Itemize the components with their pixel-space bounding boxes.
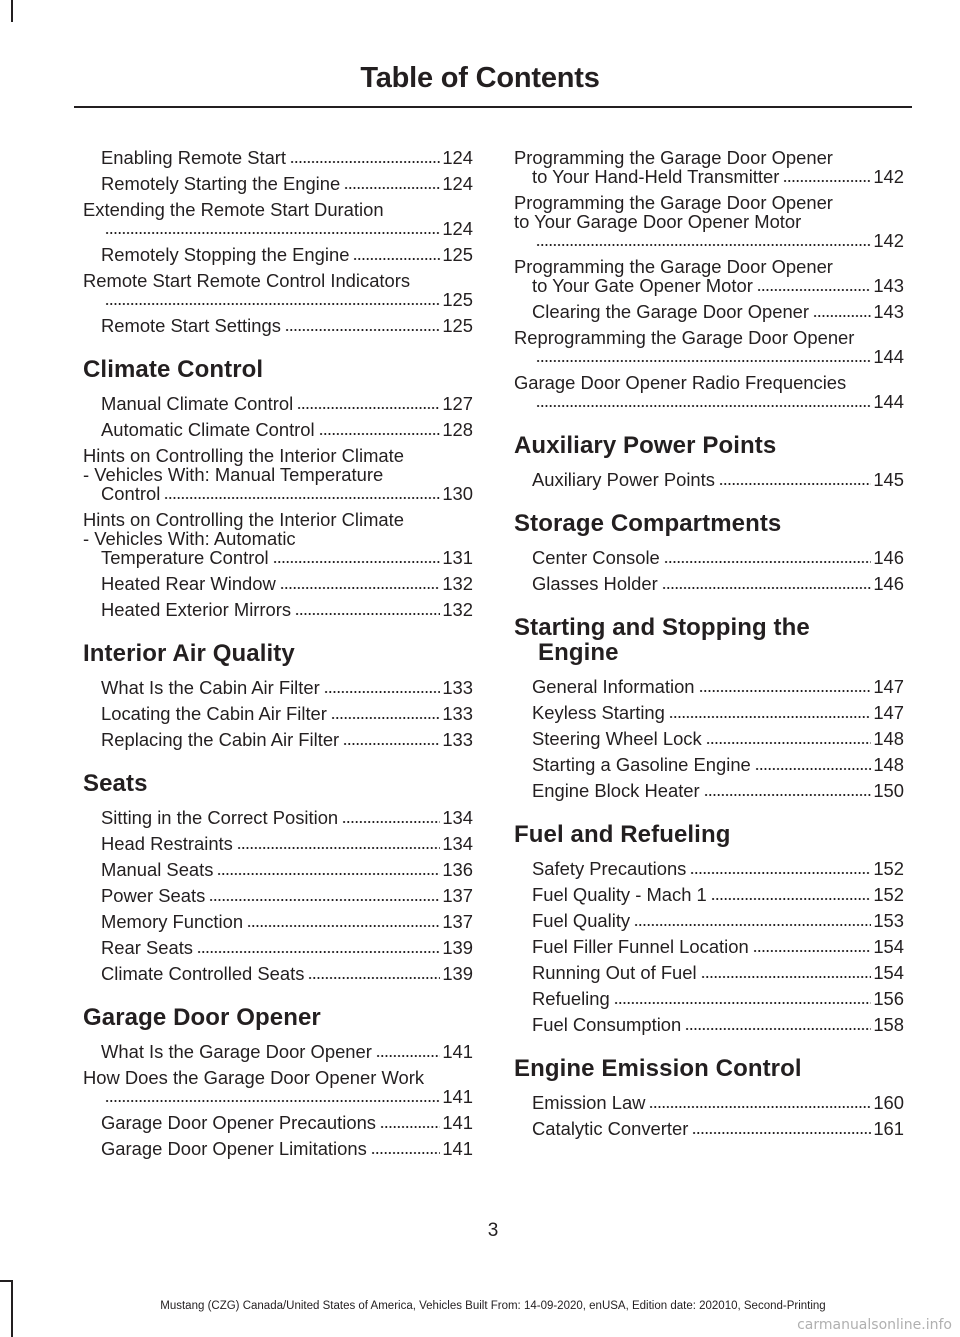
toc-page-number: 132 <box>442 573 473 594</box>
section-heading-text: Storage Compartments <box>514 510 782 537</box>
header-rule <box>74 106 912 108</box>
dot-leader <box>664 559 872 563</box>
toc-page-number: 141 <box>442 1112 473 1133</box>
toc-entry[interactable] <box>514 885 904 904</box>
section-heading-text: Climate Control <box>83 356 264 383</box>
toc-entry[interactable] <box>514 1093 904 1112</box>
dot-leader <box>105 1098 440 1102</box>
toc-page-number: 154 <box>873 962 904 983</box>
toc-entry-title: Glasses Holder <box>532 573 658 594</box>
toc-entry-title: Auxiliary Power Points <box>532 469 715 490</box>
toc-entry[interactable] <box>514 193 904 250</box>
toc-page-number: 152 <box>873 858 904 879</box>
toc-entry-title: Programming the Garage Door Opener <box>514 256 833 277</box>
dot-leader <box>247 923 440 927</box>
toc-page-number: 139 <box>442 963 473 984</box>
toc-entry[interactable] <box>83 174 473 193</box>
toc-entry-title: Center Console <box>532 547 660 568</box>
toc-page-number: 128 <box>442 419 473 440</box>
dot-leader <box>536 358 871 362</box>
toc-page-number: 152 <box>873 884 904 905</box>
toc-entry-title: Climate Controlled Seats <box>101 963 305 984</box>
section-heading <box>514 822 904 847</box>
toc-entry-title: Locating the Cabin Air Filter <box>101 703 327 724</box>
section-heading <box>514 433 904 458</box>
toc-entry[interactable] <box>83 574 473 593</box>
toc-page-number: 143 <box>873 275 904 296</box>
toc-page-number: 137 <box>442 885 473 906</box>
toc-entry-title: to Your Gate Opener Motor <box>532 275 753 296</box>
toc-page-number: 153 <box>873 910 904 931</box>
toc-page-number: 146 <box>873 573 904 594</box>
toc-entry-title: Garage Door Opener Radio Frequencies <box>514 372 847 393</box>
dot-leader <box>105 301 440 305</box>
section-heading-text: Starting and Stopping the <box>514 614 810 641</box>
toc-entry[interactable] <box>83 938 473 957</box>
toc-entry[interactable] <box>514 1119 904 1138</box>
dot-leader <box>344 185 440 189</box>
dot-leader <box>353 256 440 260</box>
toc-entry[interactable] <box>514 937 904 956</box>
toc-entry-title: - Vehicles With: Manual Temperature <box>83 464 384 485</box>
toc-page-number: 141 <box>442 1086 473 1107</box>
toc-page-number: 141 <box>442 1138 473 1159</box>
toc-page-number: 124 <box>442 147 473 168</box>
toc-page-number: 132 <box>442 599 473 620</box>
toc-page-number: 134 <box>442 833 473 854</box>
crop-mark <box>0 1280 11 1282</box>
toc-page-number: 143 <box>873 301 904 322</box>
toc-entry-title: What Is the Garage Door Opener <box>101 1041 372 1062</box>
dot-leader <box>662 585 872 589</box>
dot-leader <box>331 715 440 719</box>
toc-entry-title: Heated Rear Window <box>101 573 276 594</box>
toc-entry[interactable] <box>514 148 904 186</box>
toc-entry-title: Garage Door Opener Precautions <box>101 1112 376 1133</box>
toc-page-number: 125 <box>442 315 473 336</box>
toc-entry-title: Garage Door Opener Limitations <box>101 1138 367 1159</box>
toc-page-number: 124 <box>442 173 473 194</box>
section-heading-text: Garage Door Opener <box>83 1004 321 1031</box>
toc-page-number: 154 <box>873 936 904 957</box>
toc-entry[interactable] <box>514 1015 904 1034</box>
toc-entry[interactable] <box>514 574 904 593</box>
dot-leader <box>755 766 872 770</box>
toc-page-number: 147 <box>873 702 904 723</box>
toc-entry[interactable] <box>83 1042 473 1061</box>
toc-entry[interactable] <box>83 730 473 749</box>
toc-entry-title: to Your Hand-Held Transmitter <box>532 166 780 187</box>
dot-leader <box>757 287 871 291</box>
section-heading-text: Seats <box>83 770 148 797</box>
toc-entry-title: Sitting in the Correct Position <box>101 807 339 828</box>
toc-entry[interactable] <box>83 394 473 413</box>
toc-entry-title: Engine Block Heater <box>532 780 700 801</box>
toc-page-number: 131 <box>442 547 473 568</box>
toc-page-number: 142 <box>873 166 904 187</box>
dot-leader <box>164 495 440 499</box>
crop-mark <box>11 0 13 22</box>
toc-entry[interactable] <box>514 373 904 411</box>
dot-leader <box>753 948 872 952</box>
toc-entry-title: Fuel Quality - Mach 1 <box>532 884 707 905</box>
toc-page-number: 148 <box>873 754 904 775</box>
toc-right-column <box>514 148 904 1145</box>
toc-entry-title: Starting a Gasoline Engine <box>532 754 751 775</box>
toc-entry-title: Fuel Consumption <box>532 1014 682 1035</box>
toc-entry[interactable] <box>83 446 473 503</box>
dot-leader <box>813 313 871 317</box>
toc-entry[interactable] <box>83 912 473 931</box>
section-heading <box>514 511 904 536</box>
toc-entry-title: Steering Wheel Lock <box>532 728 702 749</box>
toc-entry-title: Keyless Starting <box>532 702 665 723</box>
dot-leader <box>699 688 872 692</box>
toc-page-number: 136 <box>442 859 473 880</box>
toc-entry[interactable] <box>83 1068 473 1106</box>
toc-page-number: 147 <box>873 676 904 697</box>
toc-entry-title: Emission Law <box>532 1092 646 1113</box>
toc-entry[interactable] <box>83 316 473 335</box>
dot-leader <box>704 792 872 796</box>
dot-leader <box>634 922 871 926</box>
toc-entry-title: Manual Climate Control <box>101 393 294 414</box>
dot-leader <box>209 897 440 901</box>
toc-entry[interactable] <box>83 200 473 238</box>
dot-leader <box>701 974 872 978</box>
toc-entry-title: Head Restraints <box>101 833 233 854</box>
toc-page-number: 158 <box>873 1014 904 1035</box>
toc-entry[interactable] <box>83 1139 473 1158</box>
section-heading-text: Fuel and Refueling <box>514 821 731 848</box>
toc-page-number: 124 <box>442 218 473 239</box>
section-heading <box>83 1005 473 1030</box>
toc-page-number: 127 <box>442 393 473 414</box>
toc-entry-title: Replacing the Cabin Air Filter <box>101 729 340 750</box>
toc-page-number: 148 <box>873 728 904 749</box>
toc-entry[interactable] <box>514 257 904 295</box>
dot-leader <box>536 403 871 407</box>
toc-entry-title: Automatic Climate Control <box>101 419 315 440</box>
dot-leader <box>614 1000 872 1004</box>
toc-entry[interactable] <box>514 677 904 696</box>
toc-entry-title: Remotely Starting the Engine <box>101 173 341 194</box>
toc-page-number: 160 <box>873 1092 904 1113</box>
toc-entry-title: Hints on Controlling the Interior Climate <box>83 509 404 530</box>
dot-leader <box>711 896 872 900</box>
toc-entry-title: Remotely Stopping the Engine <box>101 244 350 265</box>
toc-entry-title: How Does the Garage Door Opener Work <box>83 1067 425 1088</box>
toc-entry-title: Safety Precautions <box>532 858 687 879</box>
dot-leader <box>783 178 871 182</box>
toc-entry[interactable] <box>514 729 904 748</box>
toc-entry[interactable] <box>514 755 904 774</box>
dot-leader <box>649 1104 871 1108</box>
toc-entry[interactable] <box>514 328 904 366</box>
toc-entry[interactable] <box>514 989 904 1008</box>
dot-leader <box>690 870 871 874</box>
dot-leader <box>237 845 440 849</box>
toc-page-number: 125 <box>442 244 473 265</box>
toc-page-number: 141 <box>442 1041 473 1062</box>
toc-entry[interactable] <box>83 834 473 853</box>
toc-left-column <box>83 148 473 1165</box>
toc-entry[interactable] <box>83 808 473 827</box>
toc-entry-title: Control <box>101 483 161 504</box>
toc-entry[interactable] <box>83 964 473 983</box>
toc-entry[interactable] <box>514 859 904 878</box>
page-title: Table of Contents <box>360 62 600 94</box>
toc-page-number: 133 <box>442 729 473 750</box>
footer-text: Mustang (CZG) Canada/United States of America, Vehicles Built From: 14-09-2020, enUSA, Edition date: 202010, Second-Printing <box>160 1300 826 1312</box>
dot-leader <box>342 819 440 823</box>
toc-page-number: 144 <box>873 346 904 367</box>
dot-leader <box>324 689 441 693</box>
toc-entry[interactable] <box>514 703 904 722</box>
dot-leader <box>297 405 440 409</box>
toc-entry[interactable] <box>83 678 473 697</box>
section-heading <box>83 641 473 666</box>
toc-entry[interactable] <box>83 271 473 309</box>
toc-page-number: 142 <box>873 230 904 251</box>
section-heading <box>83 357 473 382</box>
toc-entry-title: Manual Seats <box>101 859 214 880</box>
toc-entry-title: Fuel Quality <box>532 910 631 931</box>
dot-leader <box>706 740 872 744</box>
toc-entry[interactable] <box>514 911 904 930</box>
dot-leader <box>719 481 871 485</box>
toc-entry-title: Power Seats <box>101 885 206 906</box>
dot-leader <box>685 1026 871 1030</box>
dot-leader <box>295 611 440 615</box>
section-heading-text: Interior Air Quality <box>83 640 295 667</box>
section-heading-text: Engine Emission Control <box>514 1055 802 1082</box>
dot-leader <box>343 741 440 745</box>
toc-entry[interactable] <box>514 302 904 321</box>
toc-entry[interactable] <box>514 963 904 982</box>
toc-entry[interactable] <box>514 781 904 800</box>
toc-entry-title: Remote Start Remote Control Indicators <box>83 270 411 291</box>
toc-entry-title: Remote Start Settings <box>101 315 281 336</box>
section-heading-text: Engine <box>538 639 619 666</box>
toc-page-number: 144 <box>873 391 904 412</box>
dot-leader <box>692 1130 871 1134</box>
dot-leader <box>290 159 440 163</box>
dot-leader <box>197 949 440 953</box>
toc-entry-title: Programming the Garage Door Opener <box>514 192 833 213</box>
toc-entry[interactable] <box>83 420 473 439</box>
toc-entry-title: Reprogramming the Garage Door Opener <box>514 327 855 348</box>
toc-page-number: 133 <box>442 677 473 698</box>
toc-entry-title: Running Out of Fuel <box>532 962 697 983</box>
toc-entry[interactable] <box>83 600 473 619</box>
toc-page-number: 146 <box>873 547 904 568</box>
section-heading-text: Auxiliary Power Points <box>514 432 777 459</box>
dot-leader <box>105 230 440 234</box>
section-heading <box>514 615 904 665</box>
page-number: 3 <box>487 1220 499 1241</box>
toc-entry-title: General Information <box>532 676 695 697</box>
dot-leader <box>280 585 441 589</box>
toc-page-number: 134 <box>442 807 473 828</box>
toc-entry[interactable] <box>83 886 473 905</box>
toc-page-number: 133 <box>442 703 473 724</box>
toc-entry-title: to Your Garage Door Opener Motor <box>514 211 802 232</box>
toc-page-number: 161 <box>873 1118 904 1139</box>
toc-entry-title: Programming the Garage Door Opener <box>514 147 833 168</box>
toc-entry-title: Temperature Control <box>101 547 269 568</box>
toc-entry[interactable] <box>514 470 904 489</box>
toc-page-number: 130 <box>442 483 473 504</box>
toc-entry-title: Catalytic Converter <box>532 1118 689 1139</box>
dot-leader <box>273 559 441 563</box>
dot-leader <box>536 242 871 246</box>
toc-page-number: 125 <box>442 289 473 310</box>
toc-entry[interactable] <box>83 245 473 264</box>
toc-entry-title: Refueling <box>532 988 610 1009</box>
toc-page-number: 150 <box>873 780 904 801</box>
dot-leader <box>380 1124 440 1128</box>
toc-entry-title: Heated Exterior Mirrors <box>101 599 292 620</box>
toc-page-number: 156 <box>873 988 904 1009</box>
dot-leader <box>371 1150 441 1154</box>
toc-entry-title: Fuel Filler Funnel Location <box>532 936 749 957</box>
toc-entry-title: Enabling Remote Start <box>101 147 287 168</box>
dot-leader <box>376 1053 440 1057</box>
toc-entry[interactable] <box>83 860 473 879</box>
section-heading <box>514 1056 904 1081</box>
toc-entry[interactable] <box>83 510 473 567</box>
toc-entry-title: Extending the Remote Start Duration <box>83 199 384 220</box>
toc-entry-title: Memory Function <box>101 911 244 932</box>
section-heading <box>83 771 473 796</box>
dot-leader <box>319 431 441 435</box>
dot-leader <box>308 975 440 979</box>
toc-entry[interactable] <box>83 704 473 723</box>
toc-entry-title: Clearing the Garage Door Opener <box>532 301 810 322</box>
toc-entry-title: Hints on Controlling the Interior Climate <box>83 445 404 466</box>
watermark: carmanualsonline.info <box>797 1317 952 1333</box>
dot-leader <box>217 871 440 875</box>
toc-entry[interactable] <box>83 148 473 167</box>
dot-leader <box>669 714 871 718</box>
toc-entry[interactable] <box>83 1113 473 1132</box>
toc-entry-title: What Is the Cabin Air Filter <box>101 677 320 698</box>
toc-page-number: 139 <box>442 937 473 958</box>
toc-entry-title: - Vehicles With: Automatic <box>83 528 296 549</box>
toc-entry-title: Rear Seats <box>101 937 193 958</box>
toc-page-number: 137 <box>442 911 473 932</box>
dot-leader <box>285 327 440 331</box>
toc-page-number: 145 <box>873 469 904 490</box>
toc-entry[interactable] <box>514 548 904 567</box>
